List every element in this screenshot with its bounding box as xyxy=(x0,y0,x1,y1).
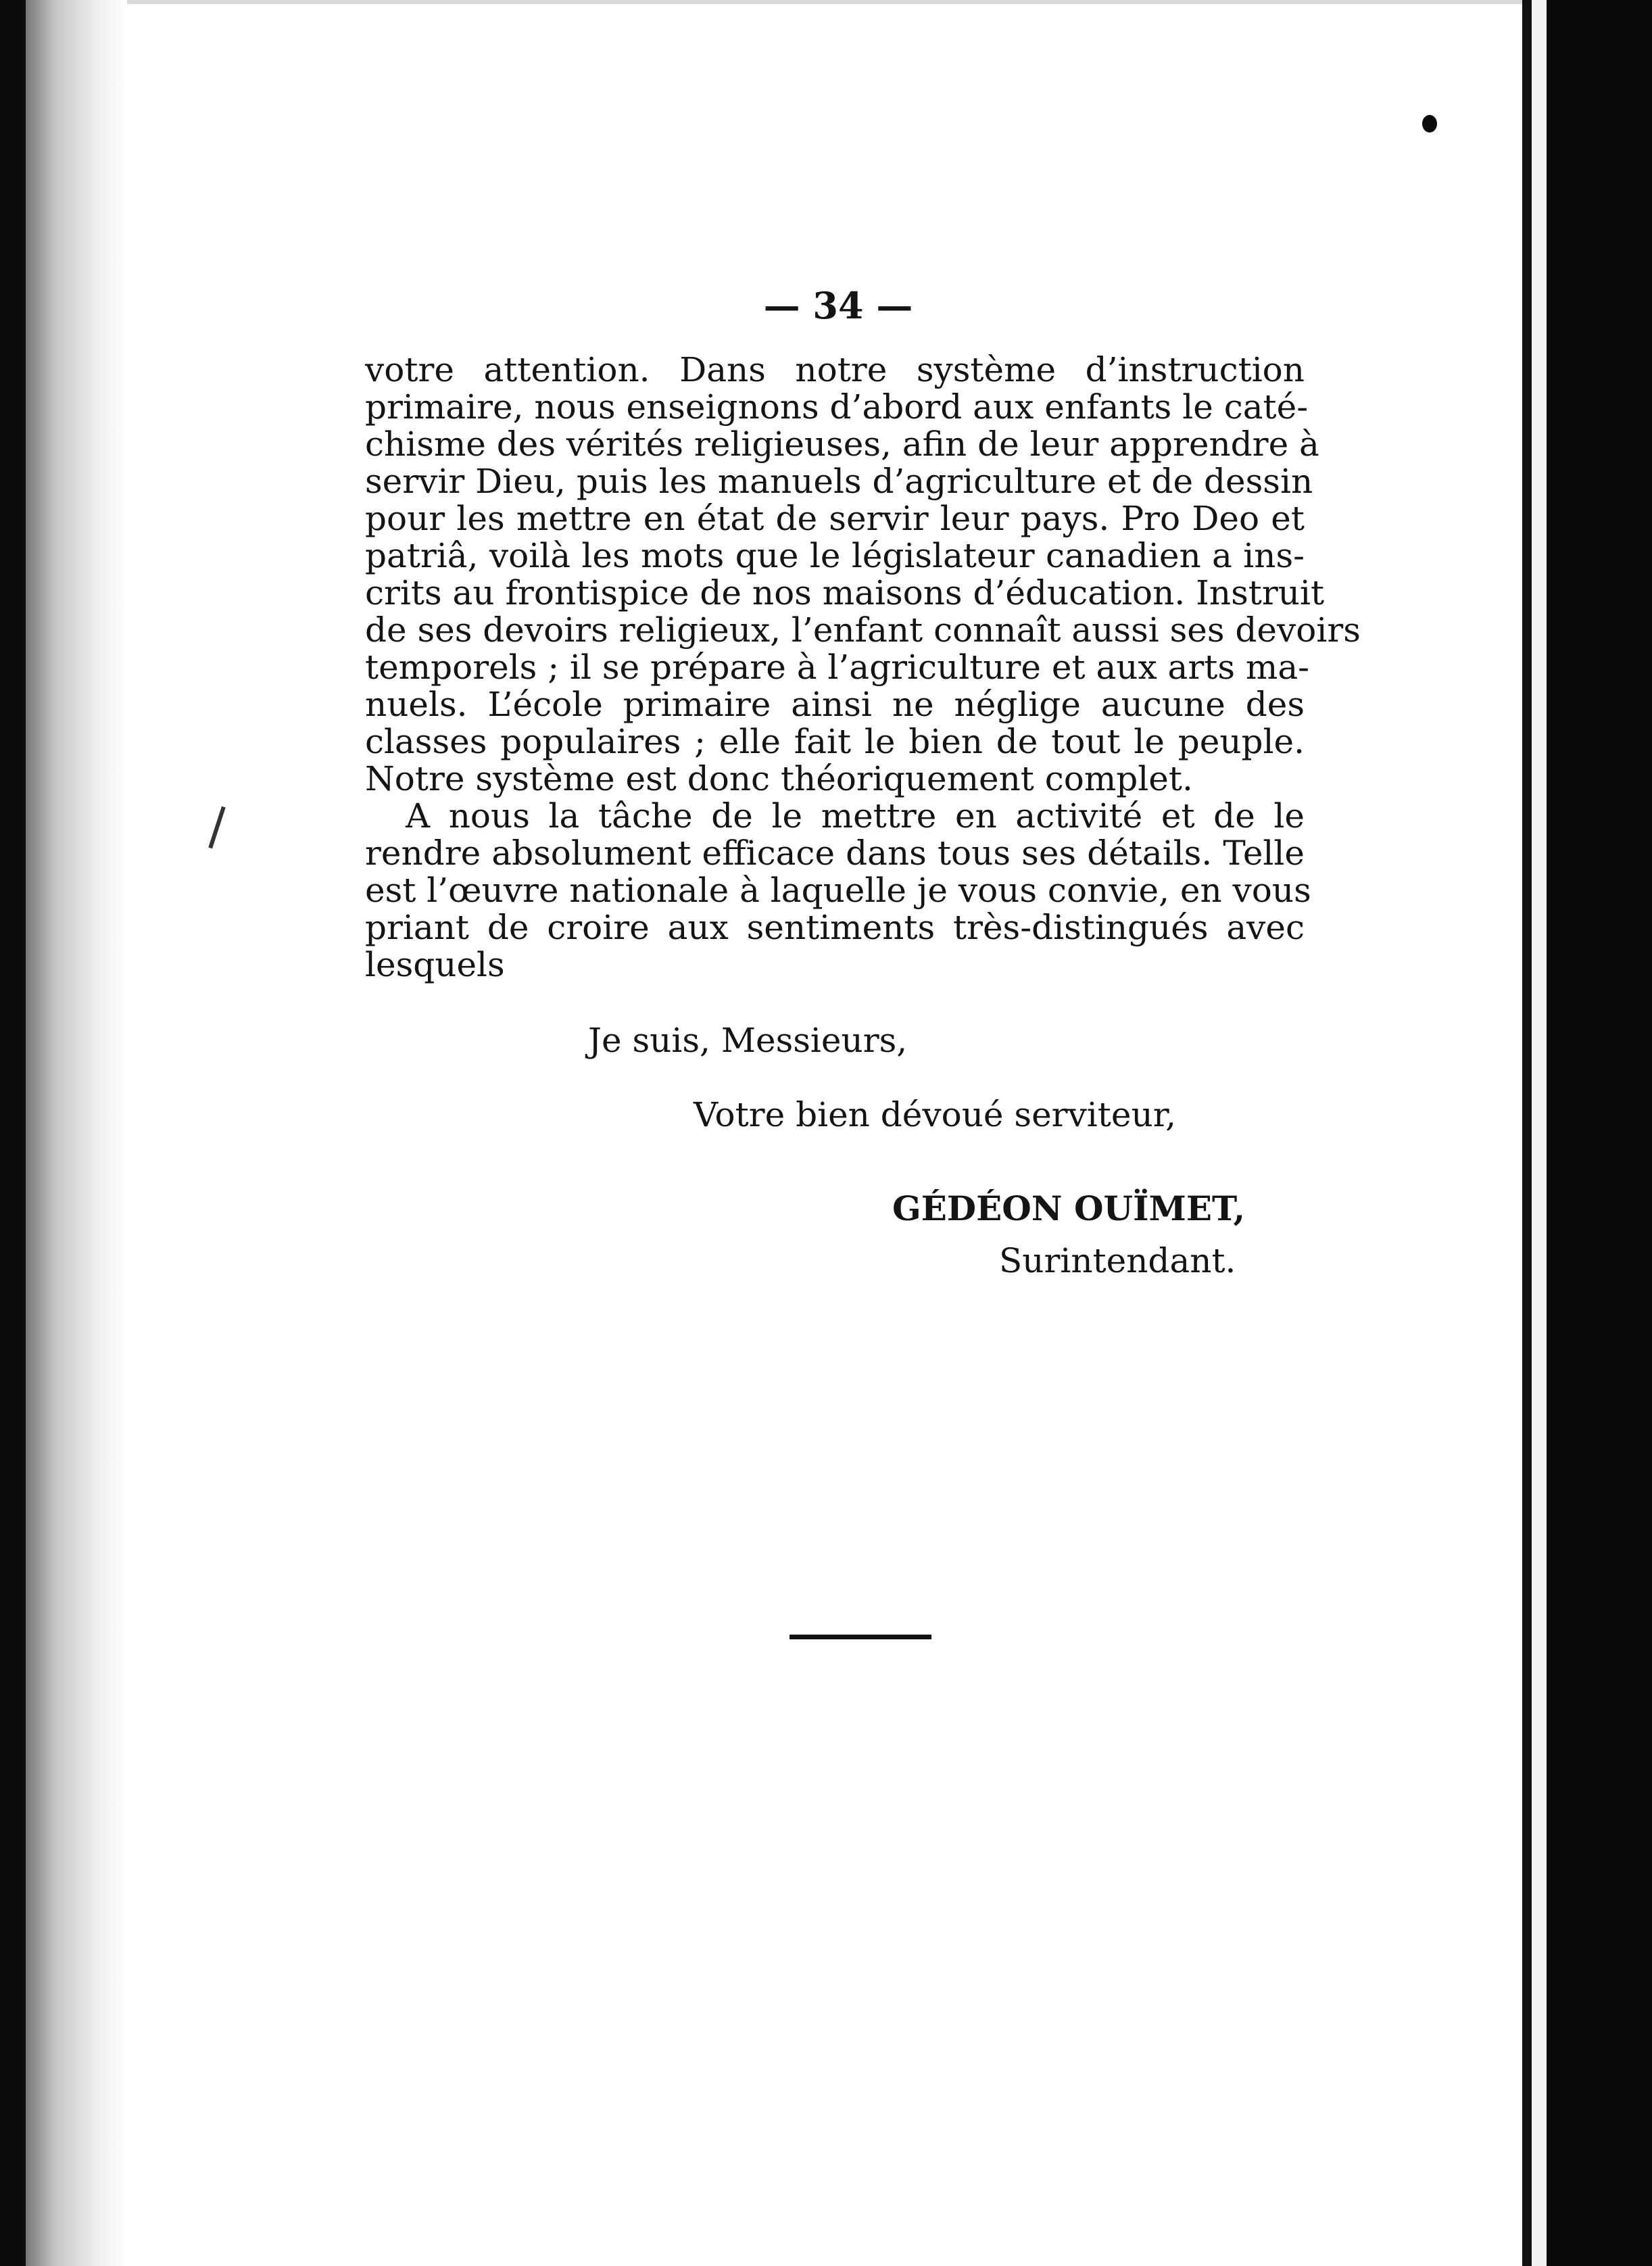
page-gutter-shadow xyxy=(26,0,127,2266)
stray-pen-mark xyxy=(208,806,225,849)
scan-right-border xyxy=(1522,0,1532,2266)
signatory-title: Surintendant. xyxy=(999,1241,1236,1280)
scan-right-margin xyxy=(1547,0,1652,2266)
text-line: de ses devoirs religieux, l’enfant connaît aussi ses devoirs xyxy=(365,610,1361,650)
scan-left-border xyxy=(0,0,26,2266)
salutation: Je suis, Messieurs, xyxy=(588,1021,908,1060)
complimentary-close: Votre bien dévoué serviteur, xyxy=(694,1095,1176,1134)
ink-dot-mark xyxy=(1422,115,1437,132)
text-line: patriâ, voilà les mots que le législateur canadien a ins- xyxy=(365,536,1305,575)
text-line: est l’œuvre nationale à laquelle je vous convie, en vous xyxy=(365,871,1311,910)
text-line: crits au frontispice de nos maisons d’éducation. Instruit xyxy=(365,573,1325,612)
signatory-name: GÉDÉON OUÏMET, xyxy=(892,1188,1246,1228)
scan-top-edge xyxy=(127,0,1522,4)
text-line: chisme des vérités religieuses, afin de leur apprendre à xyxy=(365,425,1319,464)
letter-body xyxy=(365,350,1361,984)
text-line: A nous la tâche de le mettre en activité et de le xyxy=(406,796,1305,836)
text-line: primaire, nous enseignons d’abord aux enfants le caté- xyxy=(365,387,1309,427)
text-line: votre attention. Dans notre système d’instruction xyxy=(365,350,1305,389)
closing-rule xyxy=(789,1635,931,1639)
text-line: temporels ; il se prépare à l’agriculture et aux arts ma- xyxy=(365,648,1310,687)
text-line: pour les mettre en état de servir leur pays. Pro Deo et xyxy=(365,499,1305,538)
scan-right-gap xyxy=(1532,0,1547,2266)
page-number: — 34 — xyxy=(763,284,913,327)
text-line: Notre système est donc théoriquement complet. xyxy=(365,759,1193,798)
text-line: lesquels xyxy=(365,945,505,984)
text-line: priant de croire aux sentiments très-distingués avec xyxy=(365,908,1305,947)
text-line: servir Dieu, puis les manuels d’agriculture et de dessin xyxy=(365,462,1313,501)
text-line: rendre absolument efficace dans tous ses détails. Telle xyxy=(365,834,1305,873)
text-line: nuels. L’école primaire ainsi ne néglige aucune des xyxy=(365,685,1305,724)
text-line: classes populaires ; elle fait le bien de tout le peuple. xyxy=(365,722,1305,761)
